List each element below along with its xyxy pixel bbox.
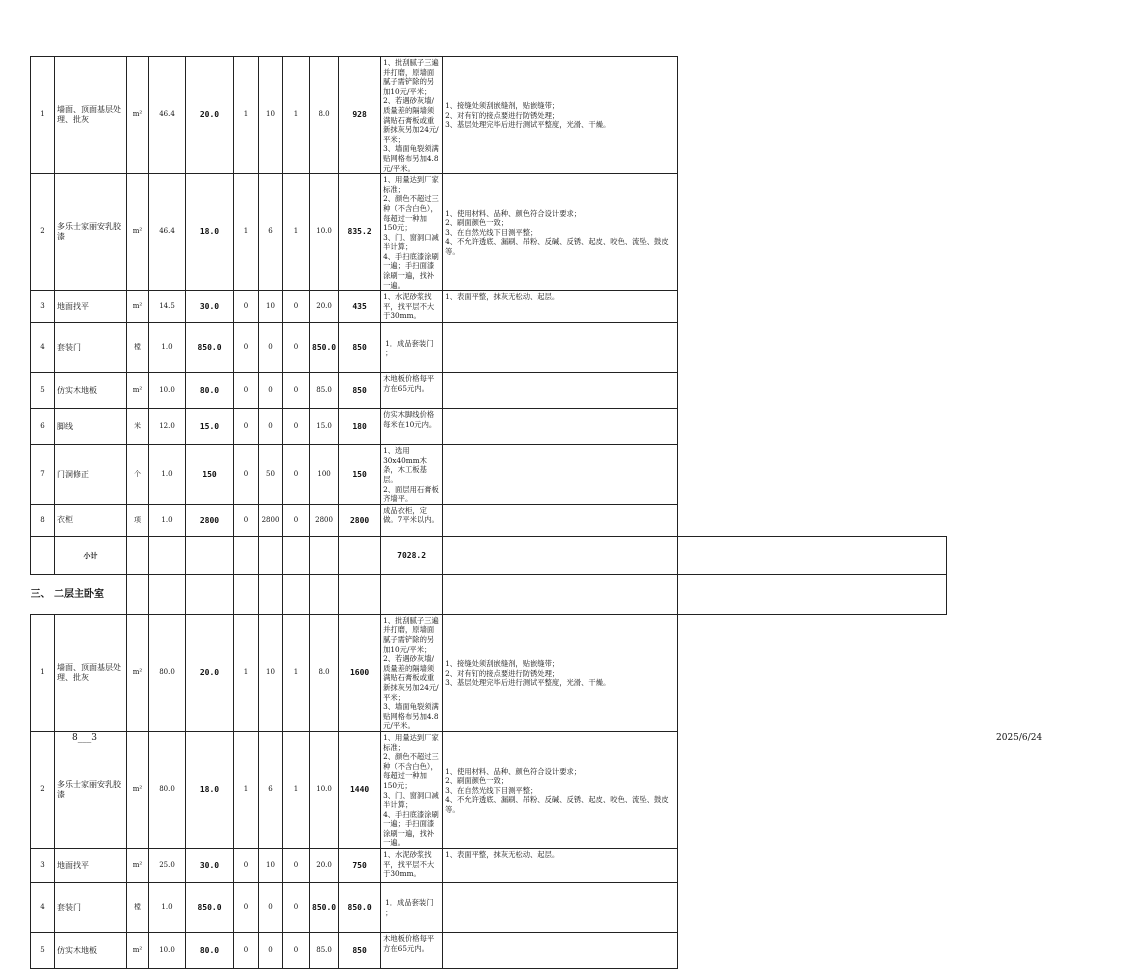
description-line: 2、面层用石膏板齐墙平。 <box>383 484 439 504</box>
item-cost-b: 10 <box>259 291 283 323</box>
item-name: 地面找平 <box>55 849 127 883</box>
item-cost-a: 0 <box>234 409 259 445</box>
item-cost-a: 1 <box>234 174 259 291</box>
item-quantity: 80.0 <box>149 731 186 848</box>
item-number: 5 <box>31 373 55 409</box>
requirement-line: 1、使用材料、品种、颜色符合设计要求； <box>445 208 582 218</box>
item-number: 2 <box>31 174 55 291</box>
item-unit-price: 150 <box>186 445 234 505</box>
item-total: 180 <box>339 409 381 445</box>
item-quantity: 46.4 <box>149 174 186 291</box>
requirement-line: 2、刷面颜色一致； <box>445 776 509 786</box>
item-total: 1600 <box>339 614 381 731</box>
description-line: 3、墙面龟裂须满贴网格布另加4.8元/平米。 <box>383 702 439 731</box>
item-name: 衣柜 <box>55 504 127 536</box>
item-cost-c: 0 <box>283 933 310 969</box>
item-quantity: 1.0 <box>149 883 186 933</box>
item-unit-price: 30.0 <box>186 291 234 323</box>
item-cost-b: 0 <box>259 933 283 969</box>
description-line: 4、手扫底漆涂刷一遍；手扫面漆涂刷一遍，找补一遍。 <box>383 809 439 848</box>
section-title: 三、 二层主卧室 <box>31 574 127 614</box>
description-line: 成品衣柜，定做。7平米以内。 <box>383 505 439 525</box>
table-row <box>31 731 947 848</box>
item-cost-a: 0 <box>234 849 259 883</box>
item-requirements <box>443 323 678 373</box>
item-requirements <box>443 933 678 969</box>
requirement-line: 3、基层处理完毕后进行测试平整度，光滑、干燥。 <box>445 120 611 130</box>
item-name: 门洞修正 <box>55 445 127 505</box>
item-quantity: 1.0 <box>149 445 186 505</box>
item-requirements <box>443 883 678 933</box>
item-total: 435 <box>339 291 381 323</box>
item-cost-c: 0 <box>283 409 310 445</box>
item-quantity: 46.4 <box>149 57 186 174</box>
item-requirements <box>443 291 678 323</box>
item-cost-d: 8.0 <box>310 614 339 731</box>
item-cost-d: 10.0 <box>310 174 339 291</box>
item-requirements <box>443 174 678 291</box>
item-number: 4 <box>31 883 55 933</box>
table-row <box>31 174 947 291</box>
subtotal-row <box>31 536 947 574</box>
item-unit: m² <box>127 731 149 848</box>
item-cost-c: 0 <box>283 849 310 883</box>
requirement-line: 2、刷面颜色一致； <box>445 218 509 228</box>
item-unit: 樘 <box>127 323 149 373</box>
quotation-table <box>30 56 947 969</box>
requirement-line: 1、接缝处须刮嵌缝剂，贴嵌缝带； <box>445 101 560 111</box>
item-name: 脚线 <box>55 409 127 445</box>
requirement-line: 2、对有钉的接点要进行防锈处理； <box>445 110 560 120</box>
description-line: 2、若遇砂灰墙/质量差的隔墙须满贴石膏板或重新抹灰另加24元/平米； <box>383 96 439 144</box>
item-unit-price: 850.0 <box>186 883 234 933</box>
item-name: 仿实木地板 <box>55 933 127 969</box>
page-number: 8___3 <box>72 733 97 743</box>
item-total: 850 <box>339 933 381 969</box>
description-line: 4、手扫底漆涂刷一遍；手扫面漆涂刷一遍，找补一遍。 <box>383 251 439 290</box>
item-name: 套装门 <box>55 323 127 373</box>
item-quantity: 10.0 <box>149 933 186 969</box>
item-quantity: 1.0 <box>149 323 186 373</box>
item-cost-b: 10 <box>259 57 283 174</box>
table-row <box>31 614 947 731</box>
item-number: 5 <box>31 933 55 969</box>
item-cost-b: 50 <box>259 445 283 505</box>
item-number: 7 <box>31 445 55 505</box>
item-cost-a: 0 <box>234 883 259 933</box>
requirement-line: 4、不允许透底、漏刷、吊粉、反碱、反锈、起皮、咬色、流坠、鼓皮等。 <box>445 237 669 257</box>
requirement-line: 2、对有钉的接点要进行防锈处理； <box>445 668 560 678</box>
item-unit: m² <box>127 57 149 174</box>
description-line: 1、批刮腻子三遍并打磨，原墙面腻子需铲除的另加10元/平米； <box>383 58 439 96</box>
table-row <box>31 445 947 505</box>
item-cost-b: 10 <box>259 849 283 883</box>
item-cost-d: 8.0 <box>310 57 339 174</box>
item-number: 3 <box>31 291 55 323</box>
item-name: 墙面、顶面基层处理、批灰 <box>55 614 127 731</box>
description-line: 木地板价格每平方在65元内。 <box>383 374 435 393</box>
requirement-line: 4、不允许透底、漏刷、吊粉、反碱、反锈、起皮、咬色、流坠、鼓皮等。 <box>445 795 669 814</box>
item-cost-a: 1 <box>234 731 259 848</box>
section-rows-1 <box>31 57 947 537</box>
item-cost-b: 10 <box>259 614 283 731</box>
item-quantity: 12.0 <box>149 409 186 445</box>
item-description <box>381 291 443 323</box>
item-cost-b: 2800 <box>259 504 283 536</box>
description-line: 1、水泥砂浆找平，找平层不大于30mm。 <box>383 850 435 879</box>
table-row <box>31 504 947 536</box>
table-row <box>31 883 947 933</box>
item-unit: m² <box>127 933 149 969</box>
item-cost-c: 0 <box>283 445 310 505</box>
item-unit: 樘 <box>127 883 149 933</box>
item-requirements <box>443 57 678 174</box>
item-cost-d: 850.0 <box>310 883 339 933</box>
item-description <box>381 57 443 174</box>
item-number: 4 <box>31 323 55 373</box>
item-cost-d: 850.0 <box>310 323 339 373</box>
requirement-line: 3、在自然光线下目测平整； <box>445 785 538 795</box>
item-unit-price: 80.0 <box>186 373 234 409</box>
item-cost-d: 10.0 <box>310 731 339 848</box>
item-cost-b: 0 <box>259 323 283 373</box>
description-line: 3、门、窗洞口减半计算； <box>383 790 439 810</box>
table-row <box>31 57 947 174</box>
item-number: 6 <box>31 409 55 445</box>
item-total: 850.0 <box>339 883 381 933</box>
requirement-line: 3、基层处理完毕后进行测试平整度，光滑、干燥。 <box>445 678 611 688</box>
item-unit: 米 <box>127 409 149 445</box>
table-row <box>31 409 947 445</box>
description-line: 仿实木脚线价格每米在10元内。 <box>383 410 437 429</box>
item-total: 2800 <box>339 504 381 536</box>
item-cost-b: 6 <box>259 174 283 291</box>
description-line: 1、选用30x40mm木条，木工板基层。 <box>383 446 427 485</box>
item-description <box>381 504 443 536</box>
item-quantity: 10.0 <box>149 373 186 409</box>
item-unit: m² <box>127 614 149 731</box>
description-line: 1．成品套装门 ； <box>385 898 434 918</box>
item-total: 1440 <box>339 731 381 848</box>
description-line: 3、墙面龟裂须满贴网格布另加4.8元/平米。 <box>383 144 439 173</box>
item-description <box>381 445 443 505</box>
item-total: 850 <box>339 373 381 409</box>
item-cost-c: 1 <box>283 57 310 174</box>
item-description <box>381 933 443 969</box>
item-requirements <box>443 445 678 505</box>
item-cost-d: 85.0 <box>310 373 339 409</box>
item-cost-c: 1 <box>283 174 310 291</box>
item-quantity: 1.0 <box>149 504 186 536</box>
item-cost-a: 0 <box>234 373 259 409</box>
item-unit-price: 15.0 <box>186 409 234 445</box>
item-description <box>381 373 443 409</box>
item-cost-d: 85.0 <box>310 933 339 969</box>
item-cost-a: 0 <box>234 291 259 323</box>
item-cost-a: 0 <box>234 323 259 373</box>
item-description <box>381 409 443 445</box>
item-unit: 个 <box>127 445 149 505</box>
item-quantity: 14.5 <box>149 291 186 323</box>
item-name: 套装门 <box>55 883 127 933</box>
item-number: 1 <box>31 57 55 174</box>
item-description <box>381 174 443 291</box>
item-unit-price: 850.0 <box>186 323 234 373</box>
description-line: 2、若遇砂灰墙/质量差的隔墙须满贴石膏板或重新抹灰另加24元/平米； <box>383 654 439 702</box>
item-cost-c: 0 <box>283 504 310 536</box>
item-description <box>381 731 443 848</box>
item-cost-c: 0 <box>283 883 310 933</box>
item-cost-a: 0 <box>234 445 259 505</box>
item-total: 835.2 <box>339 174 381 291</box>
item-unit: m² <box>127 373 149 409</box>
subtotal-label: 小计 <box>55 536 127 574</box>
requirement-line: 1、表面平整，抹灰无松动、起层。 <box>445 292 560 302</box>
item-cost-a: 1 <box>234 57 259 174</box>
item-unit-price: 18.0 <box>186 731 234 848</box>
description-line: 木地板价格每平方在65元内。 <box>383 934 435 953</box>
description-line: 1．成品套装门 ； <box>385 338 434 358</box>
item-total: 928 <box>339 57 381 174</box>
item-unit-price: 18.0 <box>186 174 234 291</box>
item-unit: m² <box>127 849 149 883</box>
item-requirements <box>443 849 678 883</box>
item-description <box>381 849 443 883</box>
item-unit-price: 20.0 <box>186 57 234 174</box>
description-line: 1、用量达到厂家标准； <box>383 175 439 194</box>
item-quantity: 25.0 <box>149 849 186 883</box>
item-cost-d: 2800 <box>310 504 339 536</box>
item-name: 地面找平 <box>55 291 127 323</box>
table-row <box>31 933 947 969</box>
item-name: 多乐士家丽安乳胶漆 <box>55 731 127 848</box>
item-cost-c: 0 <box>283 291 310 323</box>
item-cost-a: 1 <box>234 614 259 731</box>
item-cost-b: 0 <box>259 409 283 445</box>
item-number: 1 <box>31 614 55 731</box>
item-cost-b: 6 <box>259 731 283 848</box>
item-unit-price: 20.0 <box>186 614 234 731</box>
item-cost-c: 1 <box>283 731 310 848</box>
item-unit-price: 2800 <box>186 504 234 536</box>
item-total: 150 <box>339 445 381 505</box>
item-requirements <box>443 373 678 409</box>
item-total: 850 <box>339 323 381 373</box>
item-number: 3 <box>31 849 55 883</box>
item-unit-price: 30.0 <box>186 849 234 883</box>
table-row <box>31 373 947 409</box>
section-rows-2 <box>31 614 947 968</box>
item-cost-c: 0 <box>283 373 310 409</box>
requirement-line: 1、接缝处须刮嵌缝剂，贴嵌缝带； <box>445 658 560 668</box>
description-line: 3、门、窗洞口减半计算； <box>383 232 439 252</box>
requirement-line: 1、表面平整，抹灰无松动、起层。 <box>445 850 560 860</box>
item-unit: m² <box>127 174 149 291</box>
item-cost-c: 1 <box>283 614 310 731</box>
description-line: 2、颜色不超过三种（不含白色），每超过一种加150元； <box>383 194 439 233</box>
item-number: 8 <box>31 504 55 536</box>
description-line: 2、颜色不超过三种（不含白色），每超过一种加150元； <box>383 752 439 790</box>
print-date: 2025/6/24 <box>996 733 1043 743</box>
item-description <box>381 323 443 373</box>
item-cost-b: 0 <box>259 883 283 933</box>
item-cost-d: 15.0 <box>310 409 339 445</box>
item-cost-a: 0 <box>234 504 259 536</box>
description-line: 1、用量达到厂家标准； <box>383 732 439 752</box>
item-requirements <box>443 504 678 536</box>
table-row <box>31 849 947 883</box>
table-row <box>31 291 947 323</box>
item-unit: 项 <box>127 504 149 536</box>
item-requirements <box>443 409 678 445</box>
item-cost-d: 100 <box>310 445 339 505</box>
requirement-line: 3、在自然光线下目测平整； <box>445 227 538 237</box>
item-total: 750 <box>339 849 381 883</box>
item-unit: m² <box>127 291 149 323</box>
item-cost-d: 20.0 <box>310 291 339 323</box>
item-number: 2 <box>31 731 55 848</box>
item-description <box>381 883 443 933</box>
item-requirements <box>443 731 678 848</box>
description-line: 1、批刮腻子三遍并打磨，原墙面腻子需铲除的另加10元/平米； <box>383 615 439 654</box>
item-name: 仿实木地板 <box>55 373 127 409</box>
requirement-line: 1、使用材料、品种、颜色符合设计要求； <box>445 766 582 776</box>
item-cost-a: 0 <box>234 933 259 969</box>
item-cost-c: 0 <box>283 323 310 373</box>
table-row <box>31 323 947 373</box>
item-quantity: 80.0 <box>149 614 186 731</box>
section-header-row <box>31 574 947 614</box>
description-line: 1、水泥砂浆找平，找平层不大于30mm。 <box>383 292 435 321</box>
subtotal-value: 7028.2 <box>381 536 443 574</box>
item-unit-price: 80.0 <box>186 933 234 969</box>
item-description <box>381 614 443 731</box>
item-cost-b: 0 <box>259 373 283 409</box>
item-name: 墙面、顶面基层处理、批灰 <box>55 57 127 174</box>
item-cost-d: 20.0 <box>310 849 339 883</box>
item-name: 多乐士家丽安乳胶漆 <box>55 174 127 291</box>
item-requirements <box>443 614 678 731</box>
